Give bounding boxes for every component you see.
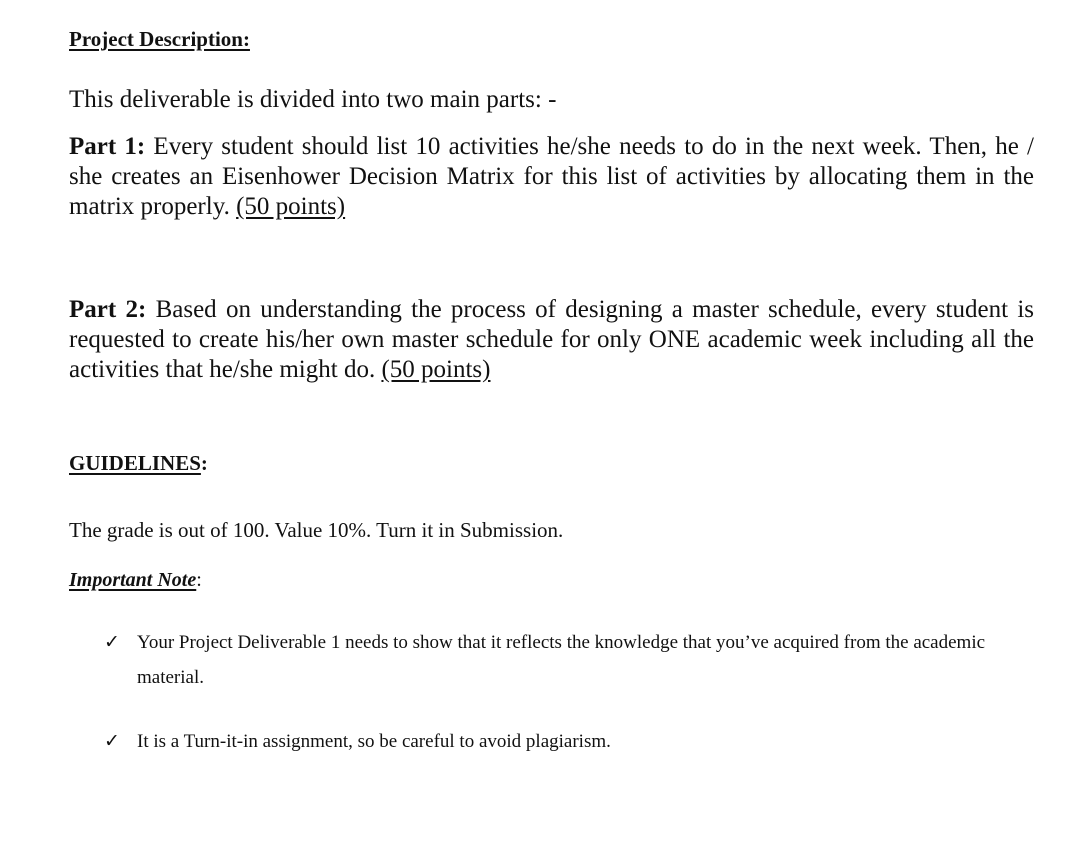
checkmark-icon: ✓ <box>104 631 120 653</box>
important-note-colon: : <box>196 569 202 591</box>
note-bullet-1 <box>104 625 1004 695</box>
guidelines-heading-colon: : <box>200 451 208 475</box>
part-2-label: Part 2: <box>69 296 147 323</box>
important-note-heading <box>69 569 202 592</box>
part-2-points: (50 points) <box>381 356 491 383</box>
project-description-heading: Project Description: <box>69 27 250 51</box>
part-1-text: Every student should list 10 activities he/she needs to do in the next week. Then, he / she creates an Eisenhower Decision Matrix for this list of activities by allocating them in the matrix properly. <box>69 133 1034 220</box>
part-1-points: (50 points) <box>236 193 346 220</box>
grade-info: The grade is out of 100. Value 10%. Turn it in Submission. <box>69 518 564 542</box>
part-2-text: Based on understanding the process of designing a master schedule, every student is requested to create his/her own master schedule for only ONE academic week including all the activities that he/she might do. <box>69 296 1034 383</box>
part-2-paragraph <box>69 295 1034 385</box>
checkmark-icon: ✓ <box>104 730 120 752</box>
intro-paragraph: This deliverable is divided into two main parts: - <box>69 86 557 113</box>
important-note-label: Important Note <box>69 569 197 591</box>
note-bullet-2-text: It is a Turn-it-in assignment, so be careful to avoid plagiarism. <box>137 731 611 752</box>
note-bullet-2 <box>104 724 1004 759</box>
note-bullet-1-text: Your Project Deliverable 1 needs to show that it reflects the knowledge that you’ve acquired from the academic material. <box>137 632 986 688</box>
part-1-label: Part 1: <box>69 133 146 160</box>
guidelines-heading <box>69 451 208 476</box>
part-1-paragraph <box>69 132 1034 222</box>
guidelines-heading-text: GUIDELINES <box>69 451 201 475</box>
